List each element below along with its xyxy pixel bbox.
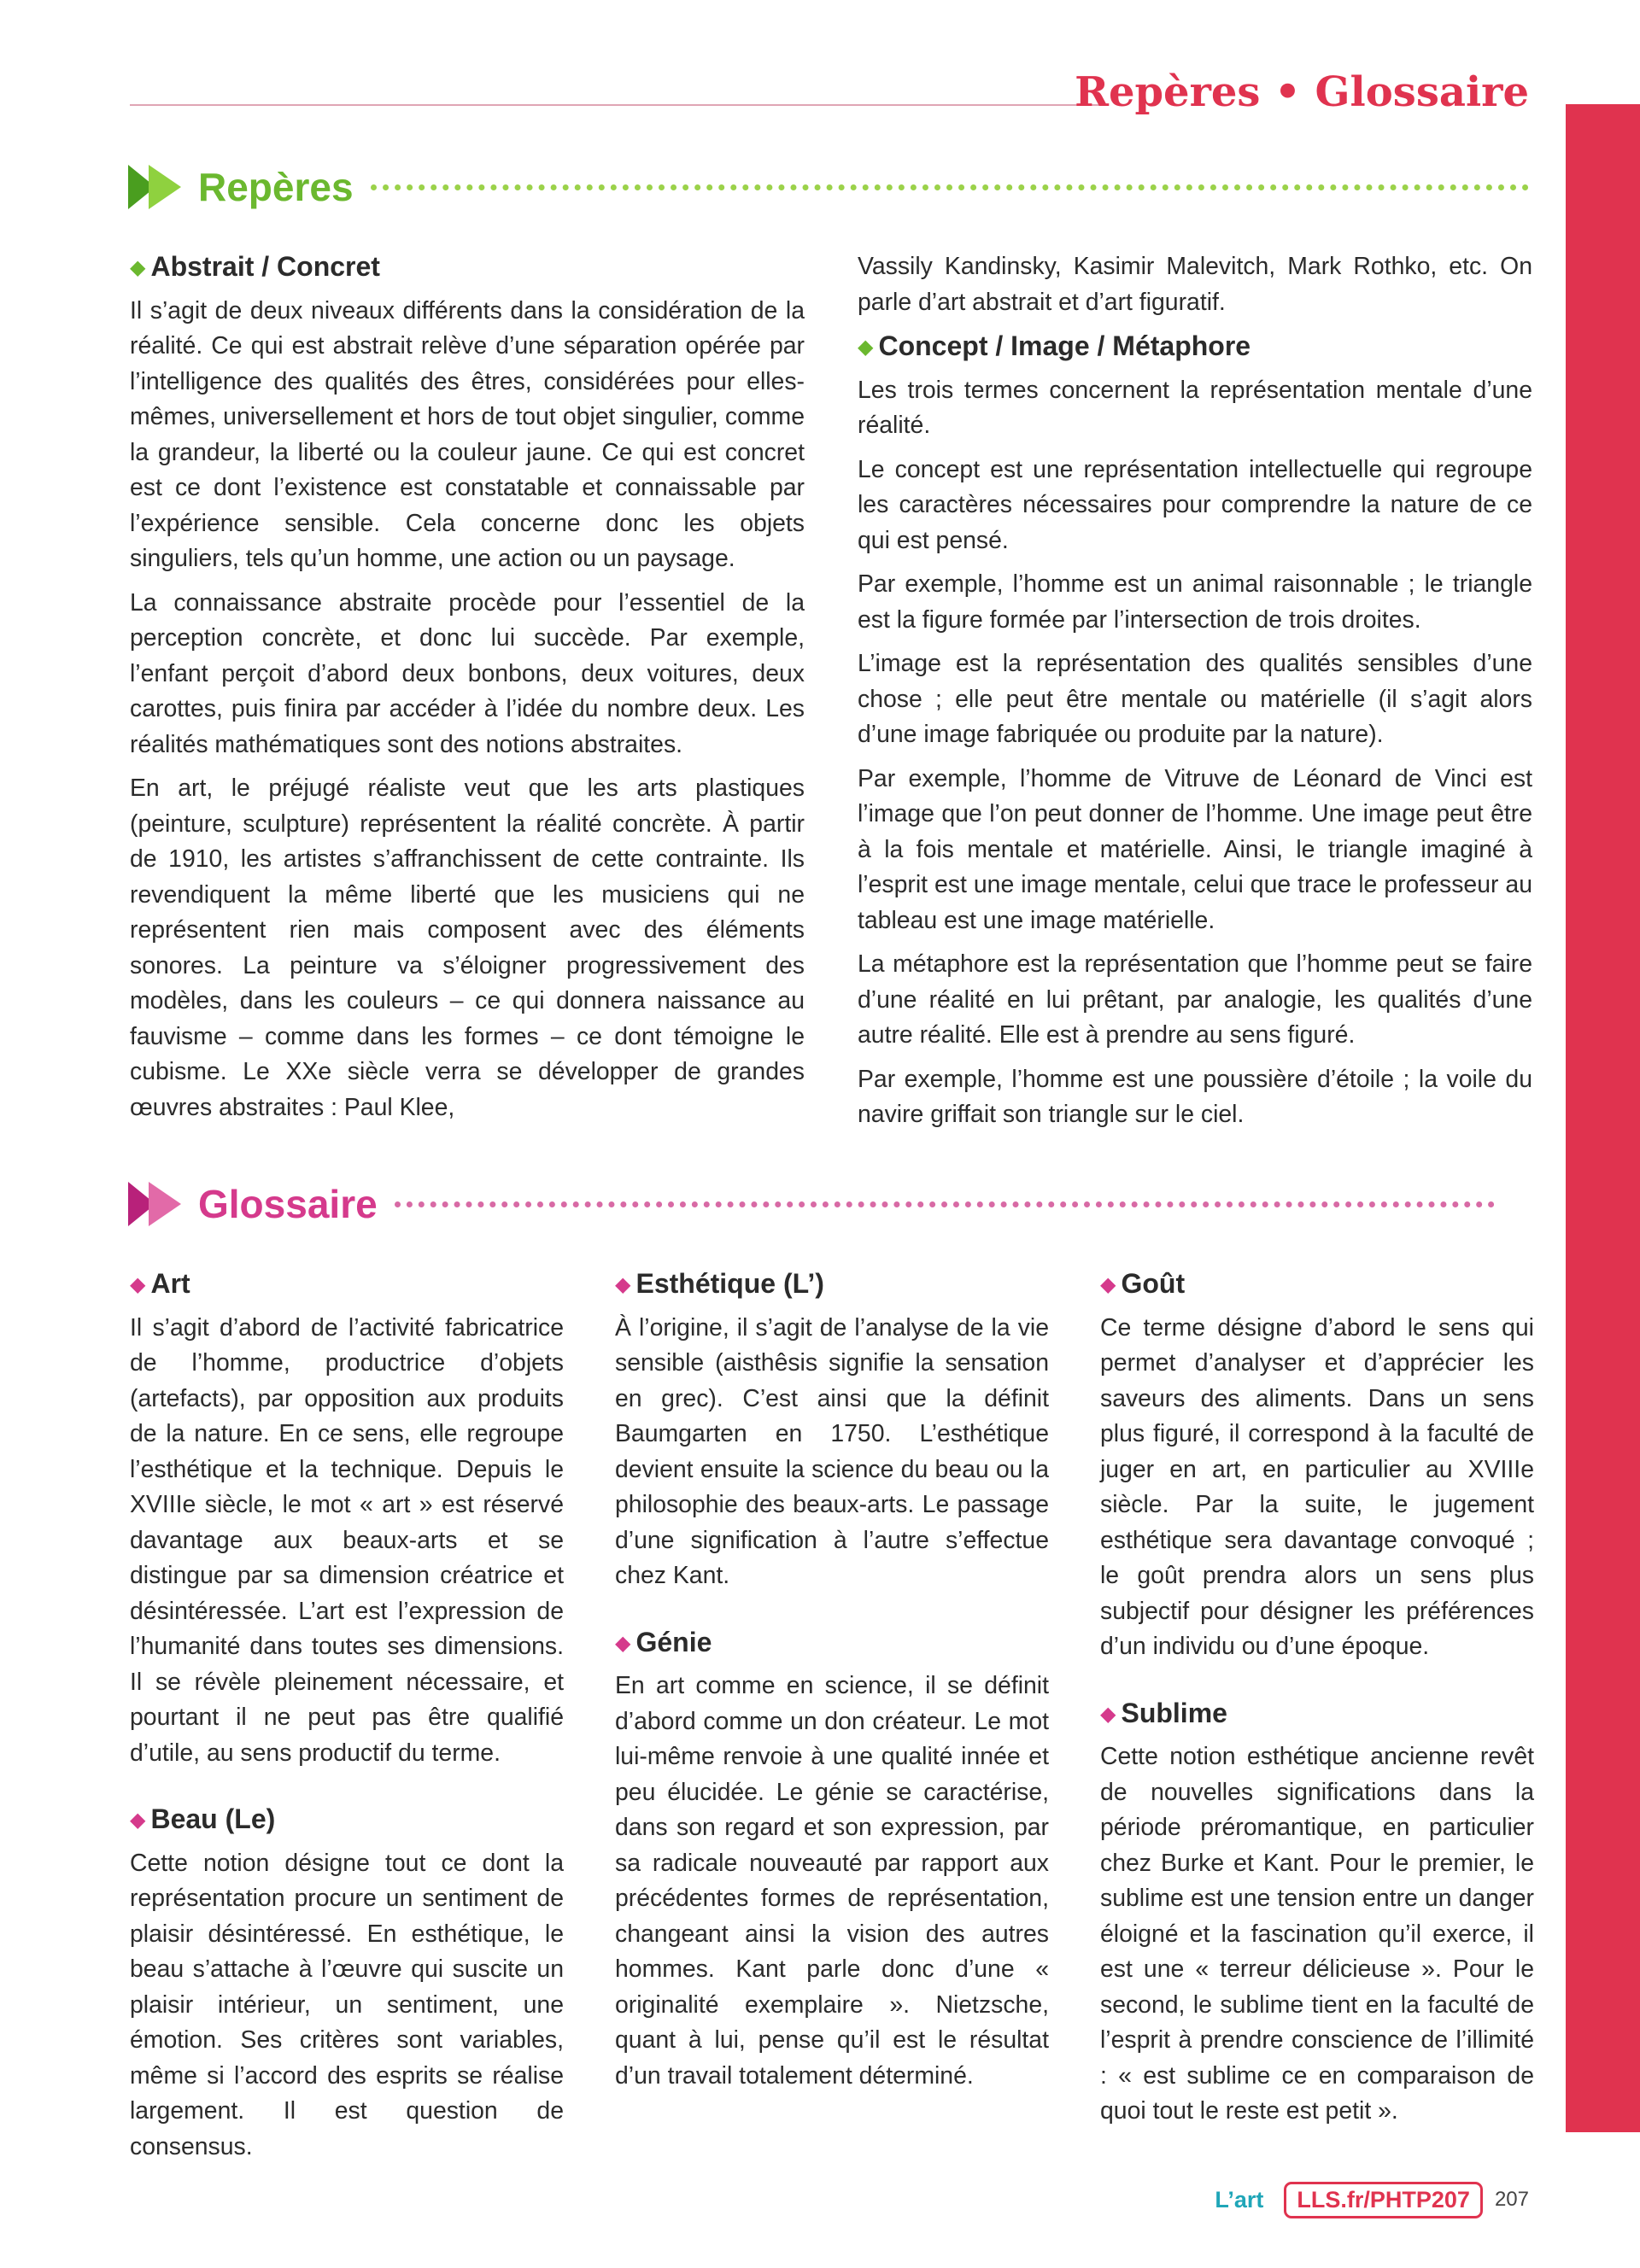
header-rule <box>130 104 1104 106</box>
paragraph: Par exemple, l’homme de Vitruve de Léonard de Vinci est l’image que l’on peut donner de l’homme. Une image peut être à la fois mentale et matérielle. Ainsi, le triangle imaginé à l’esprit est une image mentale, celui que trace le professeur au tableau est une image matérielle. <box>858 764 1532 934</box>
dotted-divider <box>395 1201 1495 1207</box>
glossaire-column-1 <box>130 1266 564 2173</box>
paragraph: Il s’agit de deux niveaux différents dans la considération de la réalité. Ce qui est abstrait relève d’une séparation opérée par l’intelligence des qualités des êtres, considérées pour elles-mêmes, universellement et hors de tout objet singulier, comme la grandeur, la liberté ou la couleur jaune. Ce qui est concret est ce dont l’existence est constatable et connaissable par l’expérience sensible. Cela concerne donc les objets singuliers, tels qu’un homme, une action ou un paysage. <box>130 296 805 573</box>
diamond-bullet-icon: ◆ <box>615 1273 631 1296</box>
paragraph: Vassily Kandinsky, Kasimir Malevitch, Mark Rothko, etc. On parle d’art abstrait et d’art figuratif. <box>858 253 1532 316</box>
glossaire-column-2 <box>615 1266 1049 2102</box>
paragraph: La connaissance abstraite procède pour l’essentiel de la perception concrète, et donc lui succède. Par exemple, l’enfant perçoit d’abord deux bonbons, deux voitures, deux carottes, puis finira par accéder à l’idée du nombre deux. Les réalités mathématiques sont des notions abstraites. <box>130 588 805 758</box>
paragraph: Par exemple, l’homme est un animal raisonnable ; le triangle est la figure formée par l’intersection de trois droites. <box>858 570 1532 634</box>
double-chevron-right-icon <box>128 165 183 209</box>
diamond-bullet-icon: ◆ <box>858 336 874 359</box>
side-color-bar <box>1566 104 1640 2132</box>
entry-heading-esthetique: ◆ Esthétique (L’) <box>615 1268 824 1299</box>
paragraph: Cette notion esthétique ancienne revêt de nouvelles significations dans la période préromantique, en particulier chez Burke et Kant. Pour le premier, le sublime est une tension entre un danger éloigné et la fascination qu’il exerce, il est une « terreur délicieuse ». Pour le second, le sublime tient en la faculté de l’esprit à prendre conscience de l’illimité : « est sublime ce en comparaison de quoi tout le reste est petit ». <box>1100 1743 1534 2125</box>
entry-heading-gout: ◆ Goût <box>1100 1268 1186 1299</box>
reperes-column-right <box>858 249 1532 1142</box>
section-header-glossaire <box>128 1177 1495 1231</box>
diamond-bullet-icon: ◆ <box>1100 1273 1116 1296</box>
page-number: 207 <box>1494 2188 1529 2211</box>
paragraph: En art comme en science, il se définit d’abord comme un don créateur. Le mot lui-même renvoie à une qualité innée et peu élucidée. Le génie se caractérise, dans son regard et son expression, par sa radicale nouveauté par rapport aux précédentes formes de représentation, changeant ainsi la vision des autres hommes. Kant parle donc d’une « originalité exemplaire ». Nietzsche, quant à lui, pense qu’il est le résultat d’un travail totalement déterminé. <box>615 1672 1049 2090</box>
paragraph: Par exemple, l’homme est une poussière d’étoile ; la voile du navire griffait son triangle sur le ciel. <box>858 1065 1532 1129</box>
section-title-glossaire: Glossaire <box>198 1182 378 1226</box>
diamond-bullet-icon: ◆ <box>130 1809 146 1833</box>
page-title: Repères • Glossaire <box>1075 68 1529 116</box>
diamond-bullet-icon: ◆ <box>130 256 146 279</box>
diamond-bullet-icon: ◆ <box>130 1273 146 1296</box>
diamond-bullet-icon: ◆ <box>615 1631 631 1655</box>
entry-heading-genie: ◆ Génie <box>615 1626 712 1657</box>
paragraph: Les trois termes concernent la représentation mentale d’une réalité. <box>858 376 1532 440</box>
paragraph: À l’origine, il s’agit de l’analyse de la vie sensible (aisthêsis signifie la sensation en grec). C’est ainsi que la définit Baumgarten en 1750. L’esthétique devient ensuite la science du beau ou la philosophie des beaux-arts. Le passage d’une signification à l’autre s’effectue chez Kant. <box>615 1313 1049 1590</box>
entry-heading-sublime: ◆ Sublime <box>1100 1697 1227 1728</box>
paragraph: Il s’agit d’abord de l’activité fabricatrice de l’homme, productrice d’objets (artefacts), par opposition aux produits de la nature. En ce sens, elle regroupe l’esthétique et la technique. Depuis le XVIIIe siècle, le mot « art » est réservé davantage aux beaux-arts et se distingue par sa dimension créatrice et désintéressée. L’art est l’expression de l’humanité dans toutes ses dimensions. Il se révèle pleinement nécessaire, et pourtant il ne peut pas être qualifié d’utile, au sens productif du terme. <box>130 1313 564 1767</box>
paragraph: Le concept est une représentation intellectuelle qui regroupe les caractères nécessaires pour comprendre la nature de ce qui est pensé. <box>858 455 1532 554</box>
paragraph: La métaphore est la représentation que l’homme peut se faire d’une réalité en lui prêtant, par analogie, les qualités d’une autre réalité. Elle est à prendre au sens figuré. <box>858 950 1532 1049</box>
diamond-bullet-icon: ◆ <box>1100 1702 1116 1726</box>
paragraph: Cette notion désigne tout ce dont la représentation procure un sentiment de plaisir désintéressé. En esthétique, le beau s’attache à l’œuvre qui suscite un plaisir intérieur, un sentiment, une émotion. Ses critères sont variables, même si l’accord des esprits se réalise largement. Il est question de consensus. <box>130 1849 564 2160</box>
entry-heading-art: ◆ Art <box>130 1268 190 1299</box>
section-header-reperes <box>128 160 1529 214</box>
footer-brand: L’art <box>1215 2186 1264 2212</box>
paragraph: En art, le préjugé réaliste veut que les arts plastiques (peinture, sculpture) représentent la réalité concrète. À partir de 1910, les artistes s’affranchissent de cette contrainte. Ils revendiquent la même liberté que les musiciens qui ne représentent rien mais composent avec des éléments sonores. La peinture va s’éloigner progressivement des modèles, dans les couleurs – ce qui donnera naissance au fauvisme – comme dans les formes – ce dont témoigne le cubisme. Le XXe siècle verra se développer de grandes œuvres abstraites : Paul Klee, <box>130 775 805 1121</box>
entry-heading-abstrait: ◆ Abstrait / Concret <box>130 251 380 282</box>
footer-link[interactable]: LLS.fr/PHTP207 <box>1284 2182 1483 2218</box>
glossaire-column-3 <box>1100 1266 1534 2138</box>
paragraph: L’image est la représentation des qualités sensibles d’une chose ; elle peut être mentale ou matérielle (il s’agit alors d’une image fabriquée ou produite par la nature). <box>858 650 1532 749</box>
dotted-divider <box>371 184 1529 190</box>
double-chevron-right-icon <box>128 1182 183 1226</box>
paragraph: Ce terme désigne d’abord le sens qui permet d’analyser et d’apprécier les saveurs des aliments. Dans un sens plus figuré, il correspond à la faculté de juger en art, en particulier au XVIIIe siècle. Par la suite, le jugement esthétique sera davantage convoqué ; le goût prendra alors un sens plus subjectif pour désigner les préférences d’un individu ou d’une époque. <box>1100 1313 1534 1661</box>
section-title-reperes: Repères <box>198 165 354 209</box>
entry-heading-beau: ◆ Beau (Le) <box>130 1803 276 1835</box>
page-footer <box>1215 2179 1529 2220</box>
reperes-column-left <box>130 249 805 1134</box>
entry-heading-concept: ◆ Concept / Image / Métaphore <box>858 330 1251 361</box>
